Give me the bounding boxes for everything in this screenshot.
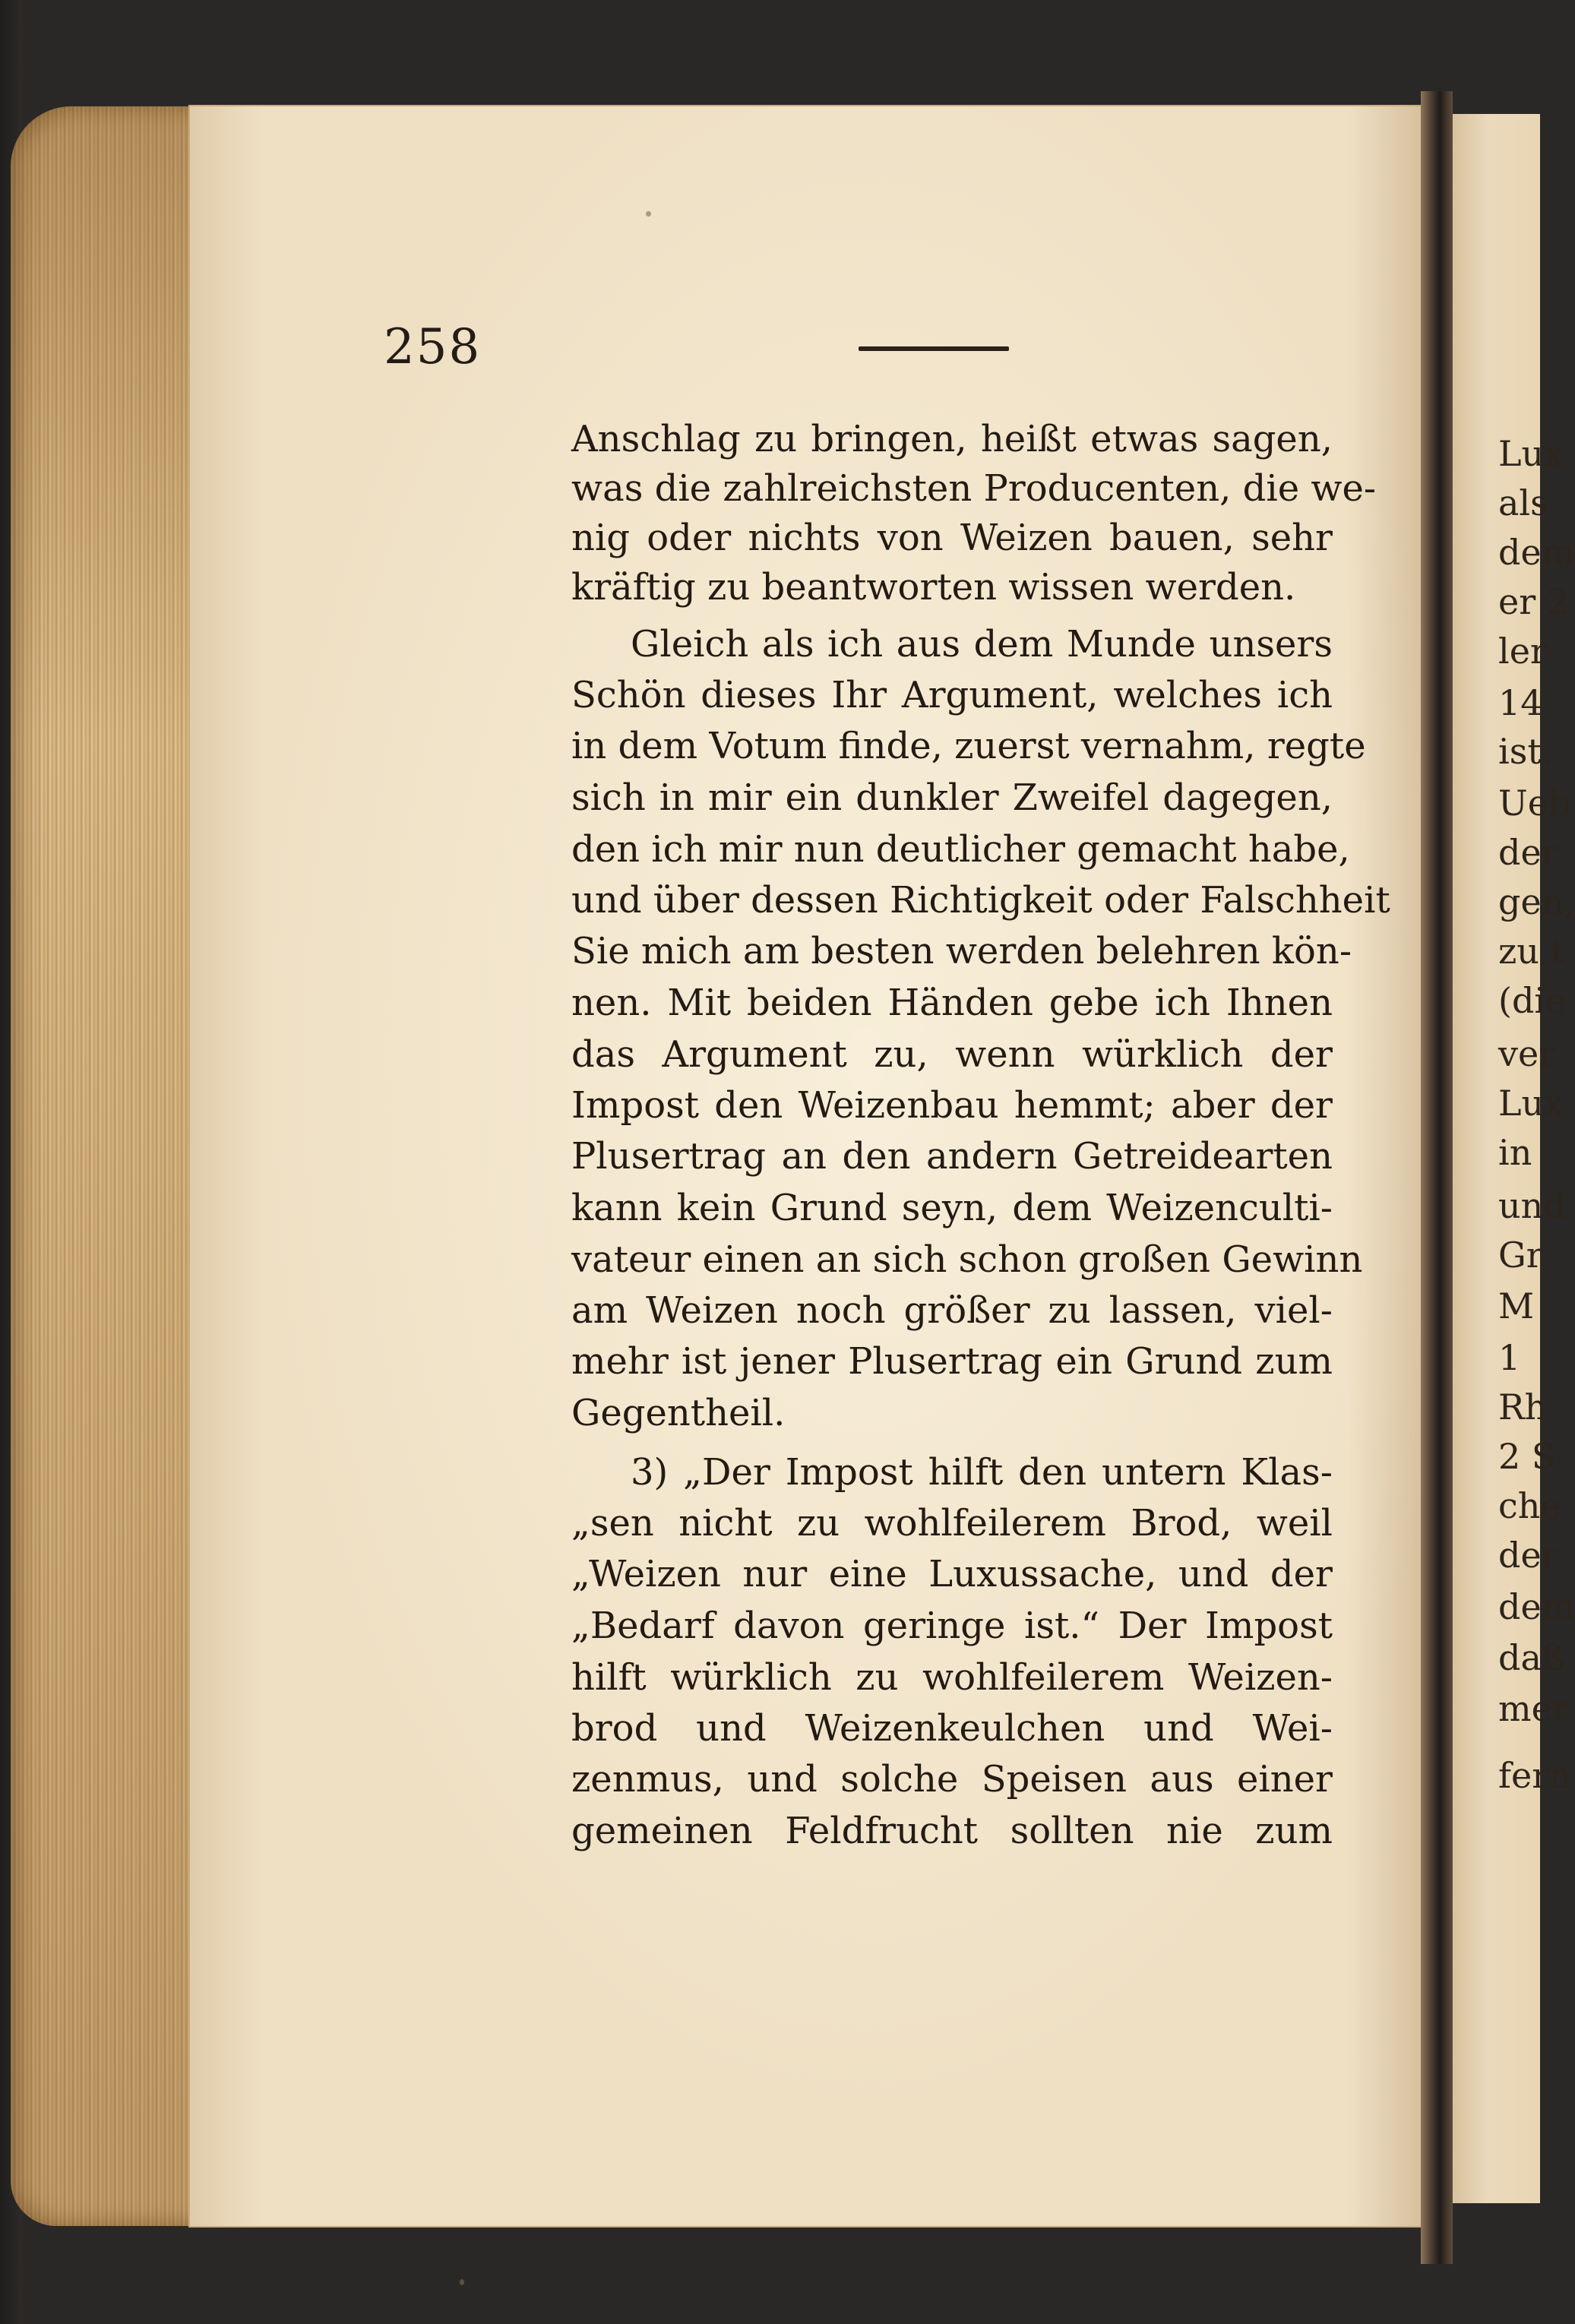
- text-line: Schön dieses Ihr Argument, welches ich: [571, 674, 1333, 716]
- text-line: in dem Votum finde, zuerst vernahm, regte: [571, 725, 1366, 767]
- text-line: sich in mir ein dunkler Zweifel dagegen,: [571, 776, 1333, 819]
- opposite-fragment: 2 S: [1498, 1436, 1556, 1477]
- opposite-fragment: gen,: [1498, 881, 1575, 922]
- opposite-fragment: als: [1498, 482, 1548, 523]
- text-line: mehr ist jener Plusertrag ein Grund zum: [571, 1340, 1333, 1383]
- text-line: Sie mich am besten werden belehren kön-: [571, 930, 1352, 972]
- text-line: kräftig zu beantworten wissen werden.: [571, 566, 1296, 609]
- text-line: gemeinen Feldfrucht sollten nie zum: [571, 1810, 1333, 1852]
- opposite-fragment: Gr: [1498, 1235, 1543, 1276]
- text-line: Anschlag zu bringen, heißt etwas sagen,: [571, 418, 1333, 460]
- opposite-fragment: Lux: [1498, 433, 1564, 474]
- opposite-fragment: er 2: [1498, 581, 1570, 622]
- opposite-fragment: ler: [1498, 631, 1547, 672]
- text-line: Impost den Weizenbau hemmt; aber der: [571, 1084, 1333, 1127]
- opposite-fragment: (die: [1498, 980, 1567, 1021]
- opposite-fragment: M: [1498, 1285, 1535, 1326]
- opposite-fragment: fern: [1498, 1755, 1571, 1796]
- opposite-fragment: und: [1498, 1185, 1566, 1226]
- text-line: „Weizen nur eine Luxussache, und der: [571, 1553, 1333, 1595]
- opposite-fragment: 14: [1498, 682, 1543, 723]
- text-line: 3) „Der Impost hilft den untern Klas-: [631, 1451, 1333, 1494]
- opposite-fragment: 1: [1498, 1337, 1521, 1378]
- opposite-fragment: Rh: [1498, 1386, 1548, 1428]
- text-line: Gleich als ich aus dem Munde unsers: [631, 623, 1333, 666]
- opposite-fragment: ist.: [1498, 731, 1553, 772]
- opposite-fragment: Ueb: [1498, 783, 1571, 824]
- text-line: das Argument zu, wenn würklich der: [571, 1033, 1333, 1076]
- opposite-fragment: der: [1498, 832, 1558, 873]
- opposite-fragment: che: [1498, 1485, 1561, 1526]
- text-line: hilft würklich zu wohlfeilerem Weizen-: [571, 1656, 1333, 1699]
- text-line: brod und Weizenkeulchen und Wei-: [571, 1707, 1333, 1750]
- text-line: nen. Mit beiden Händen gebe ich Ihnen: [571, 982, 1333, 1024]
- text-line: und über dessen Richtigkeit oder Falschheit: [571, 879, 1390, 922]
- opposite-fragment: mer: [1498, 1688, 1569, 1729]
- opposite-fragment: dem: [1498, 1586, 1575, 1627]
- opposite-fragment: zu t: [1498, 931, 1564, 972]
- opposite-fragment: der: [1498, 1535, 1558, 1576]
- text-line: nig oder nichts von Weizen bauen, sehr: [571, 517, 1333, 559]
- text-line: Gegentheil.: [571, 1392, 786, 1434]
- text-line: Plusertrag an den andern Getreidearten: [571, 1135, 1333, 1178]
- opposite-fragment: ver: [1498, 1033, 1556, 1074]
- text-line: den ich mir nun deutlicher gemacht habe,: [571, 828, 1350, 871]
- text-line: zenmus, und solche Speisen aus einer: [571, 1758, 1333, 1801]
- opposite-fragment: daß: [1498, 1637, 1565, 1678]
- opposite-fragment: Lux: [1498, 1083, 1564, 1124]
- page-number: 258: [384, 319, 482, 375]
- text-line: vateur einen an sich schon großen Gewinn: [571, 1238, 1363, 1281]
- text-line: „Bedarf davon geringe ist.“ Der Impost: [571, 1605, 1333, 1647]
- text-line: was die zahlreichsten Producenten, die we-: [571, 467, 1377, 510]
- opposite-fragment: dem: [1498, 532, 1575, 573]
- text-line: „sen nicht zu wohlfeilerem Brod, weil: [571, 1502, 1333, 1545]
- opposite-fragment: in: [1498, 1132, 1532, 1173]
- text-line: kann kein Grund seyn, dem Weizenculti-: [571, 1187, 1333, 1229]
- text-line: am Weizen noch größer zu lassen, viel-: [571, 1289, 1333, 1332]
